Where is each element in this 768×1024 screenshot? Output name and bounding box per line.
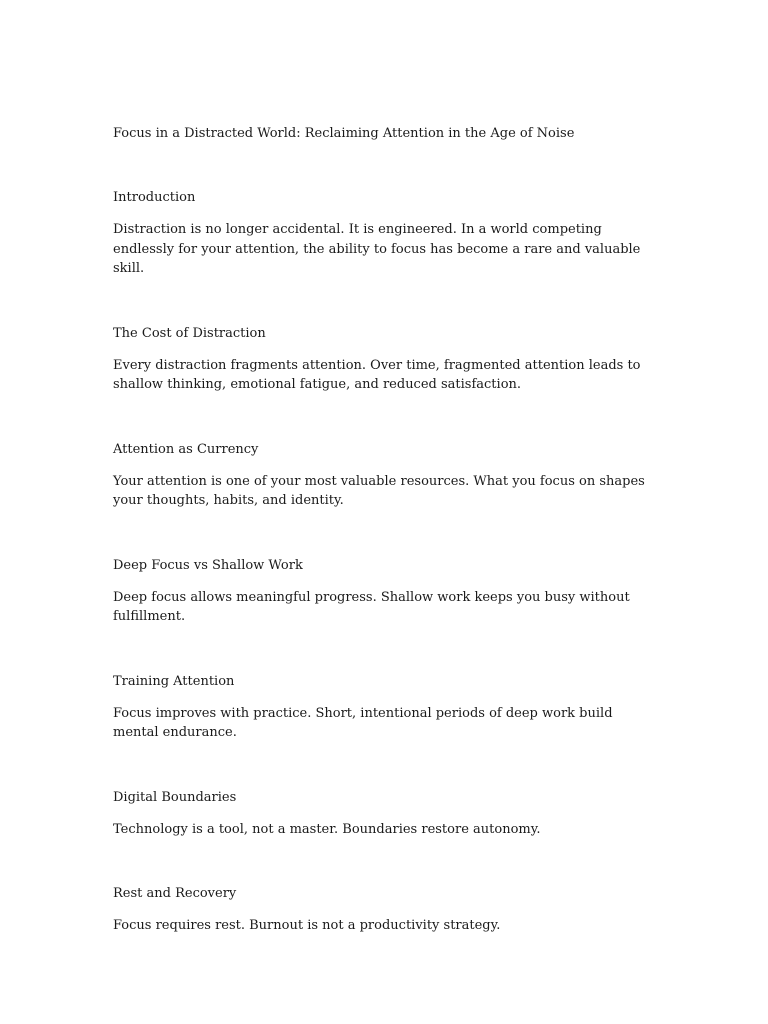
section-training-attention [113,672,658,743]
section-body: Focus improves with practice. Short, intentional periods of deep work build mental endurance. [113,705,613,740]
section-body: Your attention is one of your most valuable resources. What you focus on shapes your thoughts, habits, and identity. [113,473,645,508]
section-body: Focus requires rest. Burnout is not a productivity strategy. [113,918,501,933]
section-body: Every distraction fragments attention. Over time, fragmented attention leads to shallow thinking, emotional fatigue, and reduced satisfaction. [113,357,641,392]
document-title: Focus in a Distracted World: Reclaiming Attention in the Age of Noise [113,126,575,141]
section-deep-focus [113,556,658,627]
section-introduction [113,188,658,279]
section-heading: Digital Boundaries [113,789,237,805]
section-heading: Deep Focus vs Shallow Work [113,557,303,573]
section-heading: Rest and Recovery [113,886,237,901]
section-attention-as-currency [113,440,658,511]
section-body: Distraction is no longer accidental. It is engineered. In a world competing endlessly for your attention, the ability to focus has become a rare and valuable skill. [113,222,641,276]
section-digital-boundaries [113,788,658,840]
section-cost-of-distraction [113,324,658,395]
section-rest-and-recovery [113,884,658,936]
section-heading: Attention as Currency [113,441,259,457]
section-heading: Introduction [113,190,196,205]
section-heading: The Cost of Distraction [113,325,266,341]
section-body: Deep focus allows meaningful progress. Shallow work keeps you busy without fulfillment. [113,589,630,624]
document-page [113,124,658,981]
section-heading: Training Attention [113,673,235,689]
section-body: Technology is a tool, not a master. Boundaries restore autonomy. [113,821,541,837]
